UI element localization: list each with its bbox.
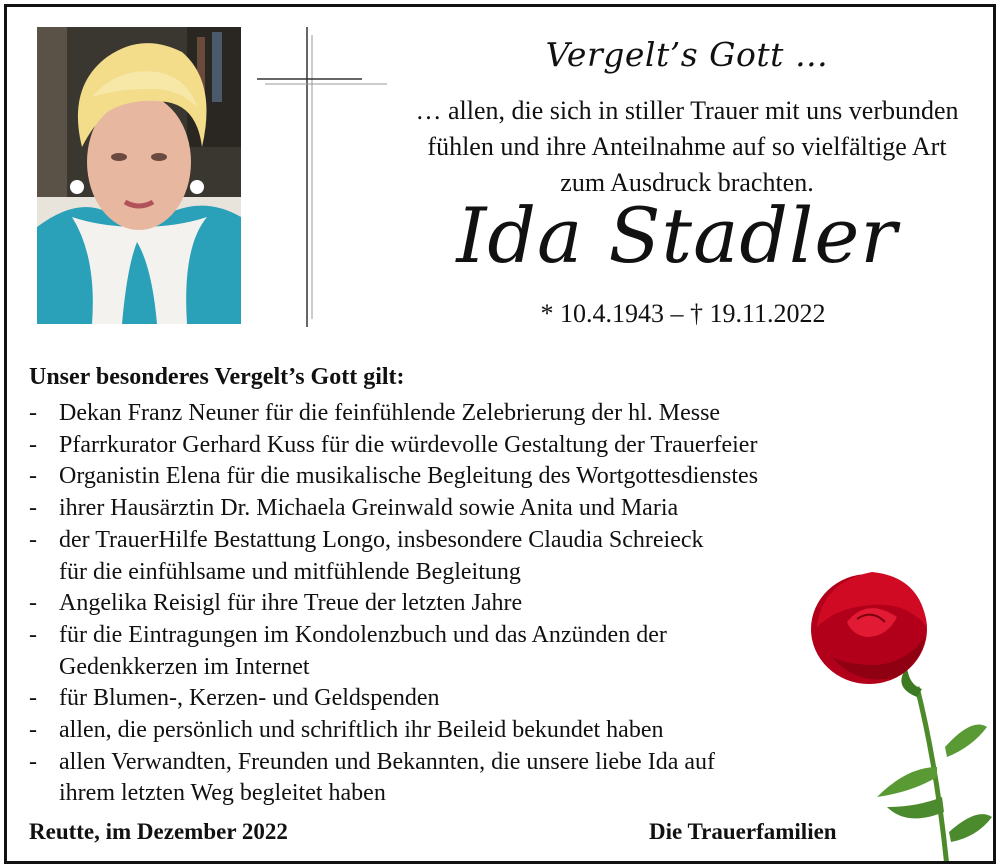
list-item-text: für die einfühlsame und mitfühlende Begleitung bbox=[59, 558, 521, 585]
list-dash: - bbox=[29, 685, 37, 712]
cross-icon bbox=[257, 27, 392, 327]
list-item bbox=[29, 715, 929, 747]
list-item bbox=[29, 588, 929, 620]
list-dash: - bbox=[29, 463, 37, 490]
list-item-text: Organistin Elena für die musikalische Begleitung des Wortgottesdienstes bbox=[59, 463, 759, 490]
list-dash: - bbox=[29, 526, 37, 553]
list-item-text: Gedenkkerzen im Internet bbox=[59, 653, 310, 680]
intro-line: fühlen und ihre Anteilnahme auf so vielfältige Art bbox=[427, 132, 947, 161]
list-item-text: ihrer Hausärztin Dr. Michaela Greinwald sowie Anita und Maria bbox=[59, 495, 679, 522]
list-item bbox=[29, 525, 929, 557]
list-item-text: allen, die persönlich und schriftlich ihr Beileid bekundet haben bbox=[59, 717, 664, 744]
list-item-text: allen Verwandten, Freunden und Bekannten, die unsere liebe Ida auf bbox=[59, 748, 715, 775]
list-item bbox=[29, 430, 929, 462]
list-dash: - bbox=[29, 748, 37, 775]
list-item-text: der TrauerHilfe Bestattung Longo, insbesondere Claudia Schreieck bbox=[59, 526, 704, 553]
place-date: Reutte, im Dezember 2022 bbox=[29, 819, 288, 844]
vergelts-gott-heading: Vergelt’s Gott … bbox=[545, 35, 829, 74]
list-item bbox=[29, 620, 929, 652]
portrait-image bbox=[37, 27, 241, 324]
list-item bbox=[29, 778, 929, 810]
list-item bbox=[29, 398, 929, 430]
list-dash bbox=[29, 557, 59, 589]
intro-line: … allen, die sich in stiller Trauer mit uns verbunden bbox=[415, 96, 959, 125]
list-item bbox=[29, 683, 929, 715]
list-item bbox=[29, 493, 929, 525]
deceased-name: Ida Stadler bbox=[456, 191, 898, 280]
list-dash: - bbox=[29, 590, 37, 617]
obituary-frame bbox=[4, 4, 996, 864]
list-item bbox=[29, 557, 929, 589]
list-dash: - bbox=[29, 621, 37, 648]
thanks-list bbox=[29, 398, 929, 810]
intro-text bbox=[387, 93, 987, 201]
list-dash: - bbox=[29, 400, 37, 426]
list-item bbox=[29, 461, 929, 493]
list-item-text: ihrem letzten Weg begleitet haben bbox=[59, 780, 386, 807]
list-item-text: Dekan Franz Neuner für die feinfühlende Zelebrierung der hl. Messe bbox=[59, 400, 721, 426]
life-dates: * 10.4.1943 – † 19.11.2022 bbox=[540, 299, 826, 328]
list-item-text: für Blumen-, Kerzen- und Geldspenden bbox=[59, 685, 440, 712]
list-dash: - bbox=[29, 495, 37, 522]
list-dash: - bbox=[29, 431, 37, 458]
list-dash: - bbox=[29, 717, 37, 744]
list-dash bbox=[29, 652, 59, 684]
portrait-photo bbox=[37, 27, 241, 324]
list-item-text: Angelika Reisigl für ihre Treue der letzten Jahre bbox=[59, 590, 523, 617]
list-item-text: für die Eintragungen im Kondolenzbuch und das Anzünden der bbox=[59, 621, 667, 648]
list-dash bbox=[29, 778, 59, 810]
thanks-title: Unser besonderes Vergelt’s Gott gilt: bbox=[29, 364, 405, 390]
list-item bbox=[29, 747, 929, 779]
signature: Die Trauerfamilien bbox=[649, 819, 837, 844]
list-item bbox=[29, 652, 929, 684]
intro-line: zum Ausdruck brachten. bbox=[560, 168, 814, 197]
list-item-text: Pfarrkurator Gerhard Kuss für die würdevolle Gestaltung der Trauerfeier bbox=[59, 431, 758, 458]
